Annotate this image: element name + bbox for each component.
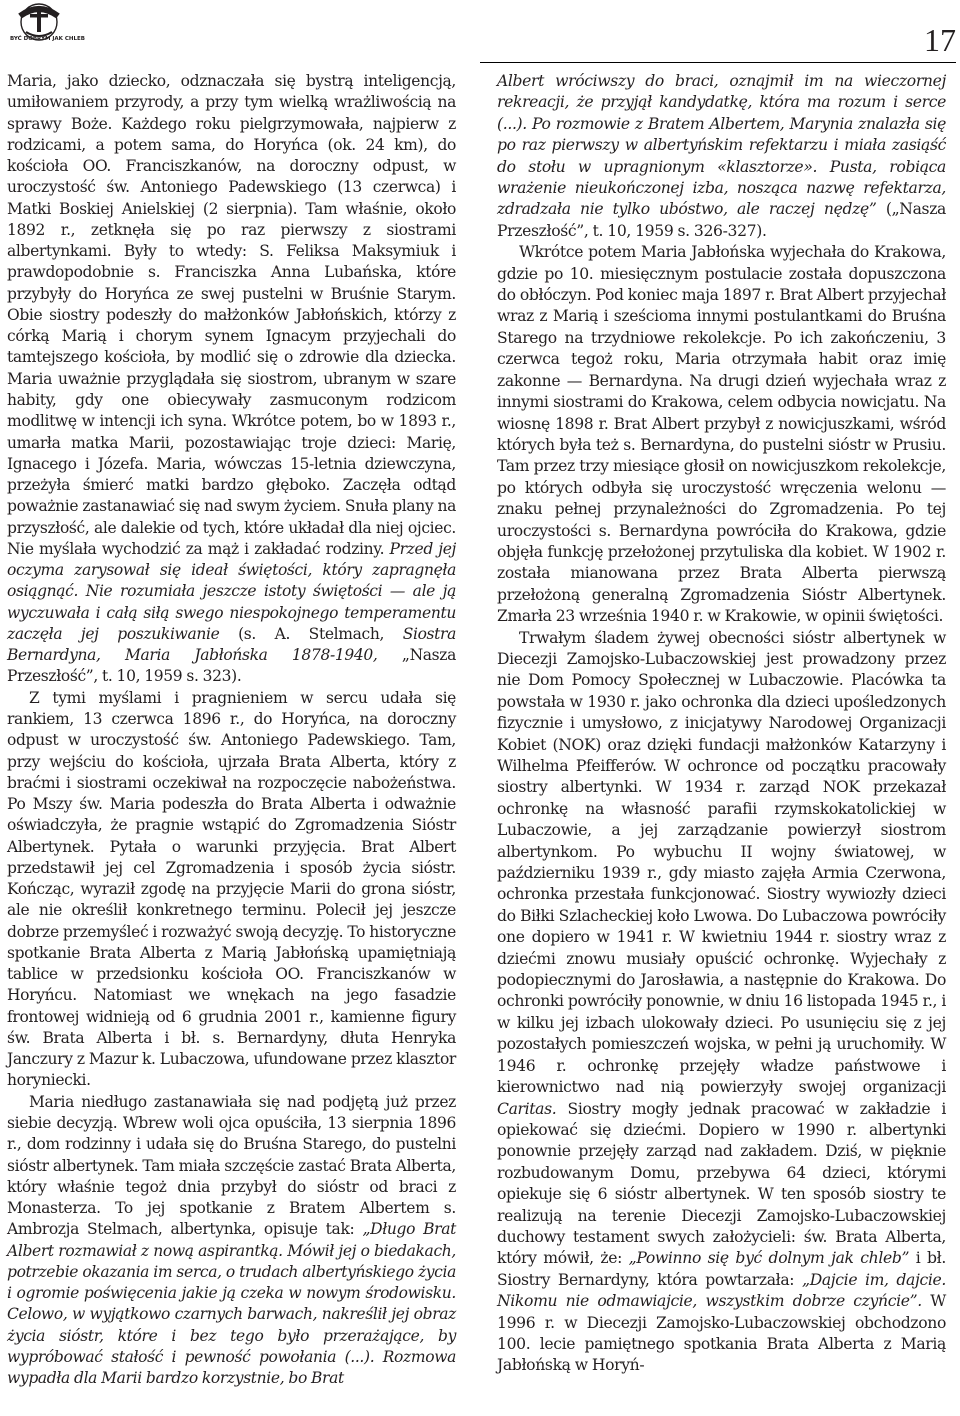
italic-text-span: „Powinno się być dolnym jak chleb” bbox=[628, 1249, 910, 1268]
paragraph bbox=[7, 1092, 456, 1390]
italic-text-span: Przed jej oczyma zarysował się ideał świętości, który zapragnęła osiągnąć. Nie rozumiała jeszcze istoty świętości — ale ją wyczuwała i całą siłą swego niespokojnego temperamentu zaczęła jej poszukiwanie bbox=[7, 539, 456, 643]
paragraph bbox=[497, 628, 946, 1377]
paragraph bbox=[497, 71, 946, 242]
page-number: 17 bbox=[924, 22, 956, 58]
header-rule bbox=[480, 62, 956, 63]
italic-text-span: Caritas. bbox=[497, 1099, 557, 1118]
text-span: i bł. Siostry Bernardyny, która powtarzała: bbox=[497, 1249, 946, 1289]
text-span: („Nasza Przeszłość”, t. 10, 1959 s. 326-327). bbox=[497, 200, 947, 240]
text-span: (s. A. Stelmach, bbox=[219, 624, 403, 643]
text-span: W 1996 r. w Diecezji Zamojsko-Lubaczowskiej obchodzono 100. lecie pamiętnego spotkania Brata Alberta z Marią Jabłońską w Horyń- bbox=[497, 1292, 946, 1375]
right-column bbox=[497, 71, 946, 1377]
paragraph bbox=[7, 688, 456, 1092]
left-column bbox=[7, 71, 456, 1389]
text-span: Siostry mogły jednak pracować w zakładzie i opiekować się dziećmi. Dopiero w 1990 r. albertynki ponownie przejęły zarząd nad zakładem. Dziś, w pięknie rozbudowanym Domu, przebywa 64 dzieci, którymi opiekuje się 6 sióstr albertynek. W ten sposób siostry te realizują na terenie Diecezji Zamojsko-Lubaczowskiej duchowy testament swych założycieli: św. Brata Alberta, który mówił, że: bbox=[497, 1099, 946, 1268]
paragraph bbox=[7, 71, 456, 688]
italic-text-span: Albert wróciwszy do braci, oznajmił im na wieczornej rekreacji, że przyjął kandydatkę, która ma rozum i serce (...). Po rozmowie z Bratem Albertem, Marynia znalazła się po raz pierwszy w albertyńskim refektarzu i miała zasiąść do stołu w upragnionym «klasztorze». Pusta, robiąca wrażenie nieukończonej izba, nosząca nazwę refektarza, zdradzała nie tylko ubóstwo, ale raczej nędzę” bbox=[497, 72, 946, 219]
italic-text-span: Siostra Bernardyna, Maria Jabłońska 1878-1940, bbox=[7, 624, 456, 665]
text-span: Wkrótce potem Maria Jabłońska wyjechała do Krakowa, gdzie po 10. miesięcznym postulacie została dopuszczona do obłóczyn. Pod koniec maja 1897 r. Brat Albert przyjechał wraz z Marią i sześcioma innymi postulantkami do Bruśna Starego na trzydniowe rekolekcje. Po ich zakończeniu, 3 czerwca tegoż roku, Maria otrzymała habit oraz imię zakonne — Bernardyna. Na drugi dzień wyjechała wraz z innymi siostrami do Krakowa, celem odbycia nowicjatu. Na wiosnę 1898 r. Brat Albert przybył z nowicjuszkami, wśród których była też s. Bernardyna, do pustelni sióstr w Prusiu. Tam przez trzy miesiące głosił on nowicjuszkom rekolekcje, po których odbyła się uroczystość wręczenia welonu — znaku pełnej przynależności do Zgromadzenia. Po tej uroczystości s. Bernardyna powróciła do Krakowa, gdzie objęła funkcję przełożonej przytuliska dla kobiet. W 1902 r. została mianowana przez Brata Alberta pierwszą przełożoną generalną Zgromadzenia Sióstr Albertynek. Zmarła 23 września 1940 r. w Krakowie, w opinii świętości. bbox=[497, 243, 946, 626]
logo-icon bbox=[2, 2, 85, 42]
svg-text:BYĆ DOBRYM JAK CHLEB: BYĆ DOBRYM JAK CHLEB bbox=[10, 36, 85, 42]
text-span: „Nasza Przeszłość”, t. 10, 1959 s. 323). bbox=[7, 646, 456, 686]
text-span: Maria niedługo zastanawiała się nad podjętą już przez siebie decyzją. Wbrew woli ojca opuściła, 13 sierpnia 1896 r., dom rodzinny i udała się do Bruśna Starego, do pustelni sióstr albertynek. Tam miała szczęście zastać Brata Alberta, który właśnie tegoż dnia przybył do sióstr od braci z Monasterza. To jej spotkanie z Bratem Albertem s. Ambrozja Stelmach, albertynka, opisuje tak: bbox=[7, 1092, 456, 1239]
italic-text-span: „Dajcie im, dajcie. Nikomu nie odmawiajcie, wszystkim dobrze czyńcie”. bbox=[497, 1270, 946, 1311]
text-span: Trwałym śladem żywej obecności sióstr albertynek w Diecezji Zamojsko-Lubaczowskiej jest prowadzony przez nie Dom Pomocy Społecznej w Lubaczowie. Placówka ta powstała w 1930 r. jako ochronka dla dzieci upośledzonych fizycznie i umysłowo, z inicjatywy Narodowej Organizacji Kobiet (NOK) oraz dzięki fundacji małżonków Katarzyny i Wilhelma Pfeifferów. W ochronce od początku pracowały siostry albertynki. W 1934 r. zarząd NOK przekazał ochronkę na własność parafii rzymskokatolickiej w Lubaczowie, a jej zarządzanie powierzył siostrom albertynkom. Po wybuchu II wojny światowej, w październiku 1939 r., gdy miasto zajęła Armia Czerwona, ochronka przestała funkcjonować. Siostry wywiozły dzieci do Biłki Szlacheckiej koło Lwowa. Do Lubaczowa powróciły one dopiero w 1941 r. W kwietniu 1944 r. siostry wraz z dziećmi znowu musiały opuścić ochronkę. Wyjechały z podopiecznymi do Jarosławia, a następnie do Krakowa. Do ochronki powróciły ponownie, w dniu 16 listopada 1945 r., i w kilku jej izbach ulokowały dzieci. Po usunięciu się z jej pozostałych pomieszczeń wojska, w pełni ją uruchomiły. W 1946 r. ochronkę przejęły władze państwowe i kierownictwo nad nią powierzyły swojej organizacji bbox=[497, 628, 946, 1097]
paragraph bbox=[497, 242, 946, 627]
text-span: Z tymi myślami i pragnieniem w sercu udała się rankiem, 13 czerwca 1896 r., do Horyńca, na doroczny odpust w uroczystość św. Antoniego Padewskiego. Tam, przy wejściu do kościoła, ujrzała Brata Alberta, który z braćmi i siostrami oczekiwał na rozpoczęcie nabożeństwa. Po Mszy św. Maria podeszła do Brata Alberta i odważnie oświadczyła, że pragnie wstąpić do Zgromadzenia Sióstr Albertynek. Pytała o warunki przyjęcia. Brat Albert przedstawił jej cel Zgromadzenia i sposób życia sióstr. Kończąc, wyraził zgodę na przyjęcie Marii do grona sióstr, ale nie określił konkretnego terminu. Polecił jej jeszcze dobrze przemyśleć i rozważyć swoją decyzję. To historyczne spotkanie Brata Alberta z Marią Jabłońską upamiętniają tablice w przedsionku kościoła OO. Franciszkanów w Horyńcu. Natomiast we wnękach na jego fasadzie frontowej widnieją od 6 grudnia 2001 r., kamienne figury św. Brata Alberta i bł. s. Bernardyny, dłuta Henryka Janczury z Mazur k. Lubaczowa, ufundowane przez klasztor horyniecki. bbox=[7, 688, 456, 1090]
text-span: Maria, jako dziecko, odznaczała się bystrą inteligencją, umiłowaniem przyrody, a przy tym wielką wrażliwością na sprawy Boże. Każdego roku pielgrzymowała, najpierw z rodzicami, a potem sama, do Horyńca (ok. 24 km), do kościoła OO. Franciszkanów, na doroczny odpust, w uroczystość św. Antoniego Padewskiego (13 czerwca) i Matki Boskiej Anielskiej (2 sierpnia). Tam właśnie, około 1892 r., zetknęła się po raz pierwszy z siostrami albertynkami. Były to wtedy: S. Feliksa Maksymiuk i prawdopodobnie s. Franciszka Anna Lubańska, które przybyły do Horyńca ze swej pustelni w Bruśnie Starym. Obie siostry podeszły do małżonków Jabłońskich, którzy z córką Marią i chorym synem Ignacym przyjechali do tamtejszego kościoła, by modlić się o zdrowie dla dziecka. Maria uważnie przyglądała się siostrom, ubranym w szare habity, gdy one obiecywały zasmuconym rodzicom modlitwę w intencji ich syna. Wkrótce potem, bo w 1893 r., umarła matka Marii, pozostawiając troje dzieci: Marię, Ignacego i Józefa. Maria, wówczas 15-letnia dziewczyna, przeżyła śmierć matki bardzo głęboko. Zaczęła odtąd poważnie zastanawiać się nad swym życiem. Snuła plany na przyszłość, ale dalekie od tych, które układał dla niej ojciec. Nie myślała wychodzić za mąż i zakładać rodziny. bbox=[7, 72, 456, 558]
italic-text-span: „Długo Brat Albert rozmawiał z nową aspirantką. Mówił jej o biedakach, potrzebie okazania im serca, o trudach albertyńskiego życia i ogromie poświęcenia jakie ją czeka w nowym środowisku. Celowo, w wyjątkowo czarnych barwach, nakreślił jej obraz życia sióstr, które i bez tego było przerażające, by wypróbować stałość i pewność powołania (...). Rozmowa wypadła dla Marii bardzo korzystnie, bo Brat bbox=[7, 1220, 456, 1388]
